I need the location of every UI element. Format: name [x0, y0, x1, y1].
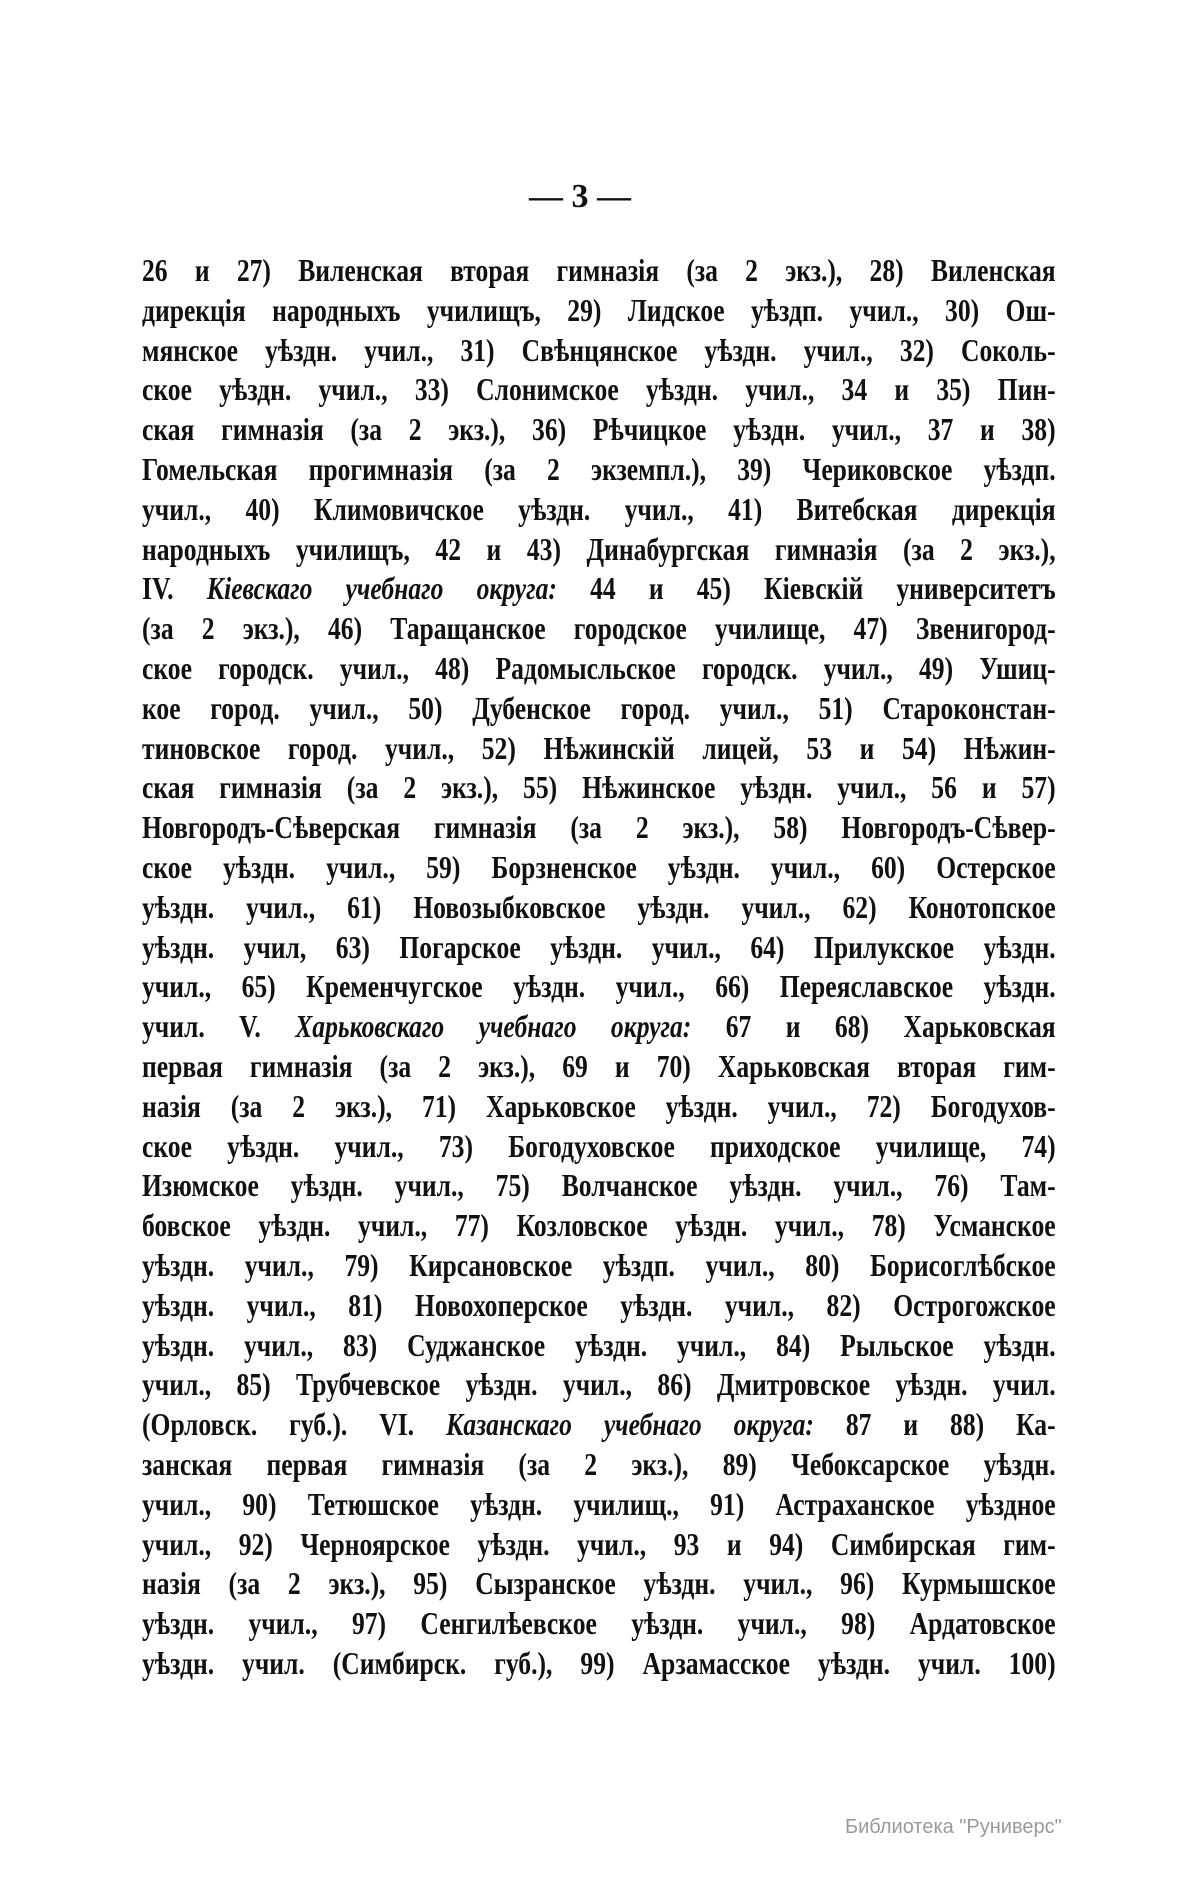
body-text [142, 252, 1056, 1685]
text-segment: ская гимназія (за 2 экз.), 36) Рѣчицкое уѣздн. учил., 37 и 38) [142, 411, 1056, 448]
text-line [142, 730, 1056, 770]
text-line [142, 929, 1056, 969]
text-segment: тиновское город. учил., 52) Нѣжинскій лицей, 53 и 54) Нѣжин- [142, 729, 1056, 766]
text-segment: уѣздн. учил, 63) Погарское уѣздн. учил., 64) Прилукское уѣздн. [142, 928, 1056, 965]
text-segment: кое город. учил., 50) Дубенское город. учил., 51) Староконстан- [142, 689, 1056, 726]
text-line [142, 1287, 1056, 1327]
text-line [142, 809, 1056, 849]
text-segment: ское городск. учил., 48) Радомысльское городск. учил., 49) Ушиц- [142, 649, 1056, 686]
text-line [142, 1366, 1056, 1406]
text-line [142, 690, 1056, 730]
text-segment: уѣздн. учил., 61) Новозыбковское уѣздн. учил., 62) Конотопское [142, 888, 1056, 925]
text-segment: IV. [142, 570, 207, 607]
text-segment: учил., 65) Кременчугское уѣздн. учил., 66) Переяславское уѣздн. [142, 968, 1056, 1005]
text-segment: мянское уѣздн. учил., 31) Свѣнцянское уѣздн. учил., 32) Соколь- [142, 331, 1056, 368]
text-segment: учил., 90) Тетюшское уѣздн. училищ., 91) Астраханское уѣздное [142, 1485, 1056, 1522]
text-line [142, 252, 1056, 292]
text-segment: народныхъ училищъ, 42 и 43) Динабургская гимназія (за 2 экз.), [142, 530, 1056, 567]
text-segment: Изюмское уѣздн. учил., 75) Волчанское уѣздн. учил., 76) Там- [142, 1167, 1056, 1204]
text-line [142, 1645, 1056, 1685]
text-segment: 44 и 45) Кіевскій университетъ [556, 570, 1056, 607]
text-line [142, 889, 1056, 929]
library-watermark: Библиотека "Руниверс" [845, 1816, 1062, 1838]
section-heading: Харьковскаго учебнаго округа: [295, 1008, 692, 1045]
text-segment: уѣздн. учил., 79) Кирсановское уѣздп. учил., 80) Борисоглѣбское [142, 1246, 1056, 1283]
text-segment: (Орловск. губ.). VI. [142, 1406, 446, 1443]
text-segment: (за 2 экз.), 46) Таращанское городское училище, 47) Звенигород- [142, 610, 1056, 647]
text-line [142, 1605, 1056, 1645]
text-line [142, 292, 1056, 332]
text-segment: 67 и 68) Харьковская [691, 1008, 1056, 1045]
text-line [142, 610, 1056, 650]
text-segment: учил., 40) Климовичское уѣздн. учил., 41) Витебская дирекція [142, 490, 1056, 527]
text-line [142, 1486, 1056, 1526]
text-segment: ское уѣздн. учил., 73) Богодуховское приходское училище, 74) [142, 1127, 1056, 1164]
text-segment: Гомельская прогимназія (за 2 экземпл.), 39) Чериковское уѣздп. [142, 450, 1056, 487]
text-segment: учил., 85) Трубчевское уѣздн. учил., 86) Дмитровское уѣздн. учил. [142, 1366, 1056, 1403]
text-segment: учил. V. [142, 1008, 296, 1045]
text-segment: занская первая гимназія (за 2 экз.), 89) Чебоксарское уѣздн. [142, 1445, 1056, 1482]
text-line [142, 1565, 1056, 1605]
text-line [142, 451, 1056, 491]
text-segment: уѣздн. учил. (Симбирск. губ.), 99) Арзамасское уѣздн. учил. 100) [142, 1644, 1056, 1681]
text-line [142, 371, 1056, 411]
text-segment: дирекція народныхъ училищъ, 29) Лидское уѣздп. учил., 30) Ош- [142, 291, 1056, 328]
text-line [142, 968, 1056, 1008]
text-line [142, 1128, 1056, 1168]
page-number: — 3 — [529, 178, 631, 215]
text-segment: первая гимназія (за 2 экз.), 69 и 70) Харьковская вторая гим- [142, 1047, 1056, 1084]
text-segment: ская гимназія (за 2 экз.), 55) Нѣжинское уѣздн. учил., 56 и 57) [142, 769, 1056, 806]
text-line [142, 570, 1056, 610]
text-segment: 26 и 27) Виленская вторая гимназія (за 2 экз.), 28) Виленская [142, 252, 1056, 288]
text-line [142, 411, 1056, 451]
text-line [142, 1048, 1056, 1088]
text-line [142, 332, 1056, 372]
text-line [142, 1406, 1056, 1446]
text-segment: назія (за 2 экз.), 95) Сызранское уѣздн. учил., 96) Курмышское [142, 1565, 1056, 1602]
text-line [142, 769, 1056, 809]
text-segment: Новгородъ-Сѣверская гимназія (за 2 экз.), 58) Новгородъ-Сѣвер- [142, 809, 1056, 846]
text-line [142, 1327, 1056, 1367]
text-segment: назія (за 2 экз.), 71) Харьковское уѣздн. учил., 72) Богодухов- [142, 1087, 1056, 1124]
text-line [142, 650, 1056, 690]
text-segment: бовское уѣздн. учил., 77) Козловское уѣздн. учил., 78) Усманское [142, 1207, 1056, 1244]
text-line [142, 1008, 1056, 1048]
text-line [142, 1446, 1056, 1486]
text-line [142, 1088, 1056, 1128]
text-segment: учил., 92) Черноярское уѣздн. учил., 93 и 94) Симбирская гим- [142, 1525, 1056, 1562]
section-heading: Казанскаго учебнаго округа: [446, 1406, 814, 1443]
text-line [142, 531, 1056, 571]
text-segment: ское уѣздн. учил., 33) Слонимское уѣздн. учил., 34 и 35) Пин- [142, 371, 1056, 408]
text-segment: 87 и 88) Ка- [813, 1406, 1056, 1443]
text-line [142, 1526, 1056, 1566]
text-line [142, 1207, 1056, 1247]
text-line [142, 849, 1056, 889]
text-segment: уѣздн. учил., 83) Суджанское уѣздн. учил., 84) Рыльское уѣздн. [142, 1326, 1056, 1363]
text-segment: ское уѣздн. учил., 59) Борзненское уѣздн. учил., 60) Остерское [142, 848, 1056, 885]
text-line [142, 1247, 1056, 1287]
text-segment: уѣздн. учил., 97) Сенгилѣевское уѣздн. учил., 98) Ардатовское [142, 1605, 1056, 1642]
text-segment: уѣздн. учил., 81) Новохоперское уѣздн. учил., 82) Острогожское [142, 1286, 1056, 1323]
section-heading: Кіевскаго учебнаго округа: [206, 570, 557, 607]
text-line [142, 1167, 1056, 1207]
text-line [142, 491, 1056, 531]
